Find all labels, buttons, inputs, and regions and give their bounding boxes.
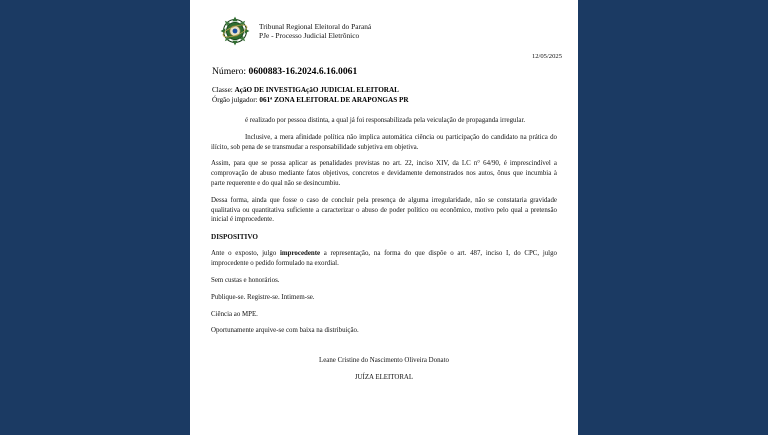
signature-block: [190, 343, 578, 383]
judging-body-label: Órgão julgador:: [212, 96, 258, 104]
dispositivo-text-bold: improcedente: [280, 250, 321, 258]
closing-paragraph: Oportunamente arquive-se com baixa na distribuição.: [211, 327, 359, 335]
right-background-band: [578, 0, 768, 435]
closing-paragraph: Ciência ao MPE.: [211, 310, 258, 318]
brasao-republica-icon: [218, 14, 252, 48]
body-paragraph: Assim, para que se possa aplicar as penalidades previstas no art. 22, inciso XIV, da LC n° 64/90, é imprescindível a comprovação de abuso mediante fatos objetivos, concretos e devidamente demonstrados nos autos, ônus que incumbia à parte requerente e do qual não se desincumbiu.: [211, 160, 557, 187]
section-title-dispositivo: DISPOSITIVO: [211, 233, 258, 242]
header-org-line2: PJe - Processo Judicial Eletrônico: [259, 31, 360, 40]
class-label: Classe:: [212, 86, 233, 94]
process-number-row: [212, 66, 556, 77]
signature-name: Leane Cristine do Nascimento Oliveira Donato: [319, 357, 449, 365]
closing-paragraph: Sem custas e honorários.: [211, 276, 280, 284]
judging-body-value: 061ª ZONA ELEITORAL DE ARAPONGAS PR: [259, 96, 409, 104]
document-date: 12/05/2025: [531, 53, 562, 60]
header-org-text: [259, 22, 371, 41]
judging-body-row: [212, 96, 556, 104]
signature-role: JUÍZA ELEITORAL: [354, 374, 414, 382]
body-paragraph: Inclusive, a mera afinidade política não implica automática ciência ou participação do candidato na prática do ilícito, sob pena de se transmudar a responsabilidade subjetiva em objetiva.: [211, 133, 557, 151]
closing-paragraph: Publique-se. Registre-se. Intimem-se.: [211, 293, 315, 301]
document-header: [190, 0, 578, 48]
body-paragraph: é realizado por pessoa distinta, a qual já foi responsabilizada pela veiculação de propaganda irregular.: [245, 117, 526, 124]
document-page: [190, 0, 578, 435]
document-body: [190, 106, 578, 336]
body-paragraph: Dessa forma, ainda que fosse o caso de concluir pela presença de alguma irregularidade, não se constataria gravidade qualitativa ou quantitativa suficiente a caracterizar o abuso de poder político ou econômico, motivo pelo qual a pretensão inicial é improcedente.: [211, 196, 557, 224]
process-number-label: Número:: [212, 66, 247, 77]
dispositivo-paragraph: [211, 249, 557, 269]
identification-block: [190, 60, 578, 104]
dispositivo-text-pre: Ante o exposto, julgo: [211, 250, 281, 258]
class-value: AçãO DE INVESTIGAçãO JUDICIAL ELEITORAL: [234, 86, 399, 94]
left-background-band: [0, 0, 190, 435]
class-row: [212, 86, 556, 94]
header-org-line1: Tribunal Regional Eleitoral do Paraná: [259, 21, 372, 31]
process-number-value: 0600883-16.2024.6.16.0061: [248, 66, 358, 77]
dispositivo-text-post: a representação, na forma do que dispõe o art. 487, inciso I, do CPC, julgo improcedente o pedido formulado na exordial.: [211, 250, 557, 268]
